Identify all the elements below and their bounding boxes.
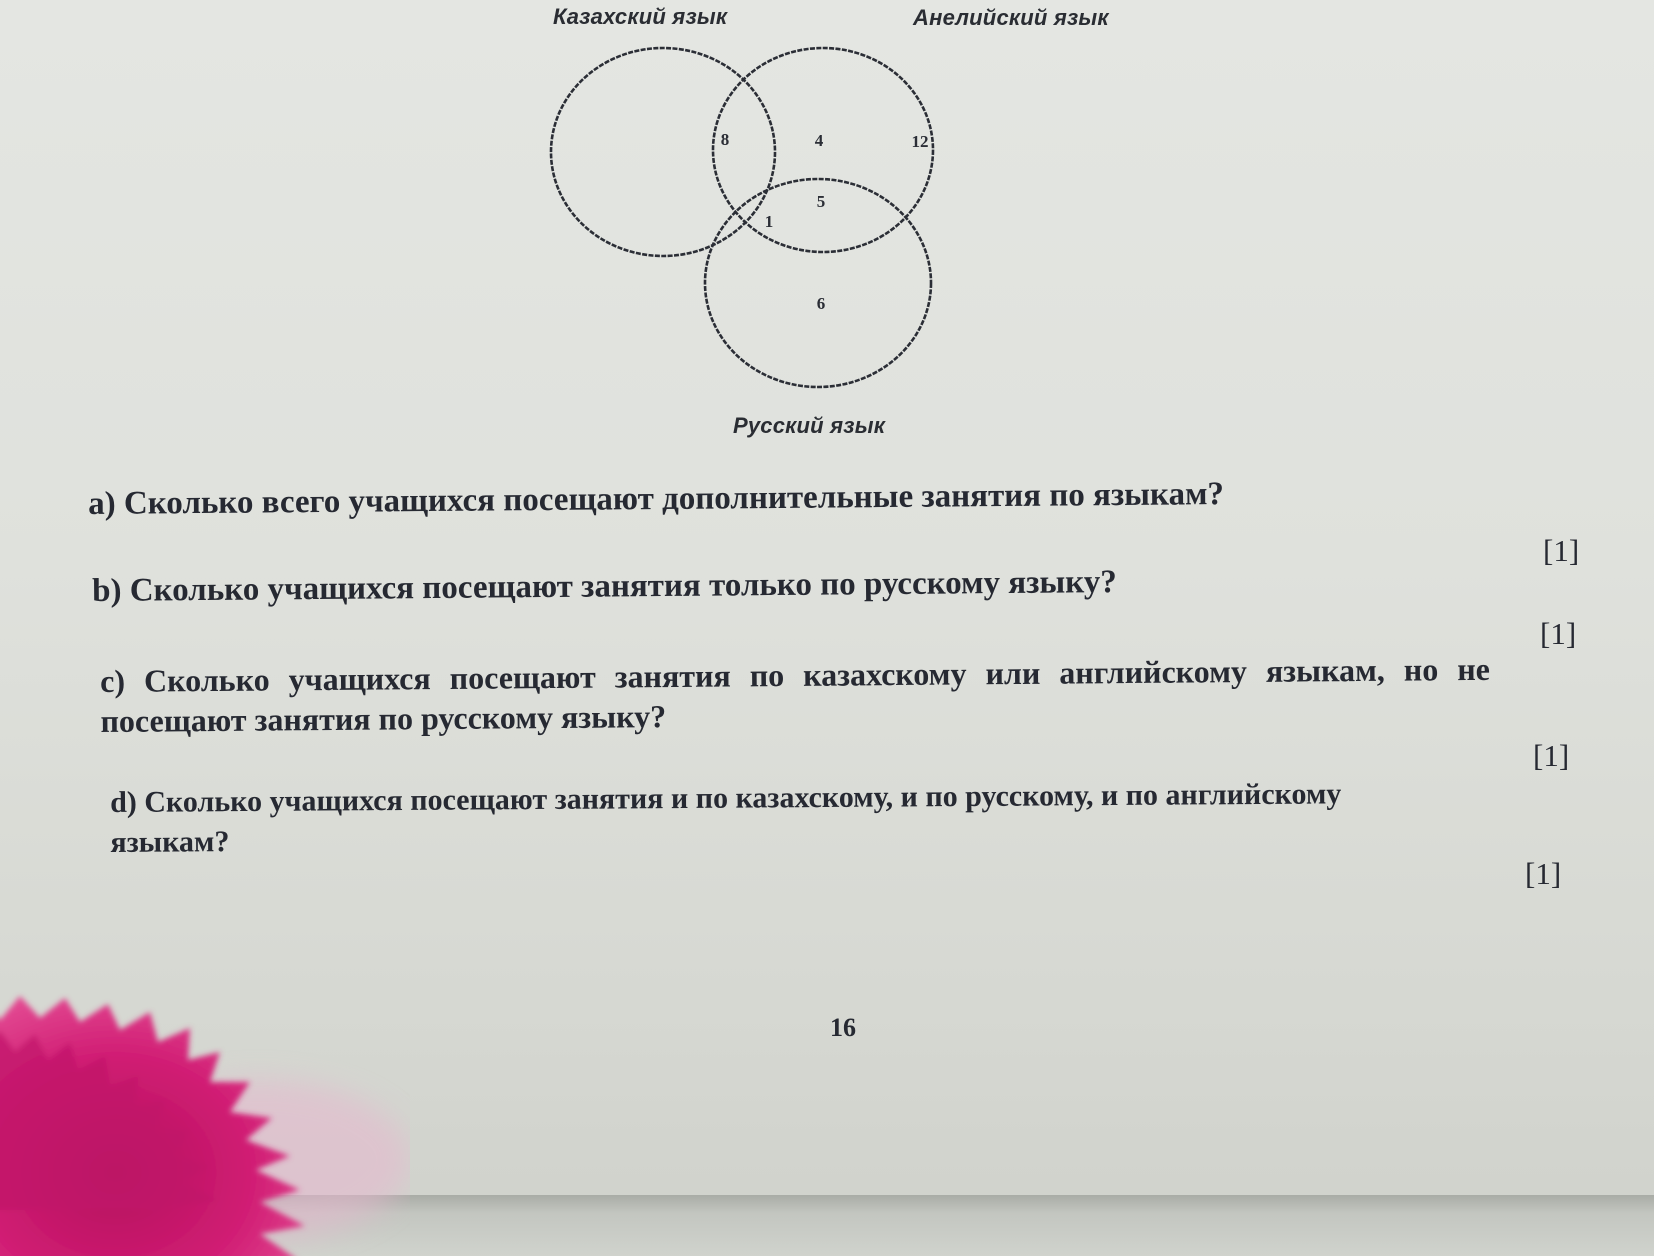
question-c-line-1: с) Сколько учащихся посещают занятия по казахскому или английскому языкам, но не (100, 650, 1491, 699)
question-b (92, 564, 1117, 610)
question-d (110, 774, 1342, 863)
question-c (100, 649, 1490, 741)
pink-flower-image (0, 990, 410, 1256)
region-english-only: 12 (911, 132, 929, 151)
region-kazakh-only: 8 (720, 130, 730, 149)
region-russian-only: 6 (816, 294, 826, 313)
region-kazakh-russian: 1 (764, 212, 774, 231)
question-b-mark: [1] (1540, 616, 1577, 651)
region-all-three: 5 (816, 192, 826, 211)
label-russian: Русский язык (733, 413, 886, 438)
kazakh-circle (551, 48, 775, 256)
label-kazakh: Казахский язык (553, 4, 728, 29)
question-d-line-1: d) Сколько учащихся посещают занятия и по казахскому, и по русскому, и по английскому (110, 777, 1342, 819)
question-a-text: а) Сколько всего учащихся посещают дополнительные занятия по языкам? (88, 476, 1225, 522)
question-c-line-2: посещают занятия по русскому языку? (100, 698, 667, 739)
venn-diagram (540, 0, 1060, 450)
question-d-mark: [1] (1525, 856, 1562, 891)
label-english: Анелийский язык (913, 5, 1109, 30)
question-b-text: b) Сколько учащихся посещают занятия только по русскому языку? (92, 564, 1117, 609)
question-d-line-2: языкам? (110, 825, 230, 859)
english-circle (713, 48, 933, 252)
question-a (88, 476, 1224, 523)
region-kazakh-english: 4 (814, 131, 824, 150)
page-number: 16 (830, 1013, 856, 1042)
question-c-mark: [1] (1533, 738, 1570, 773)
question-a-mark: [1] (1543, 533, 1580, 568)
